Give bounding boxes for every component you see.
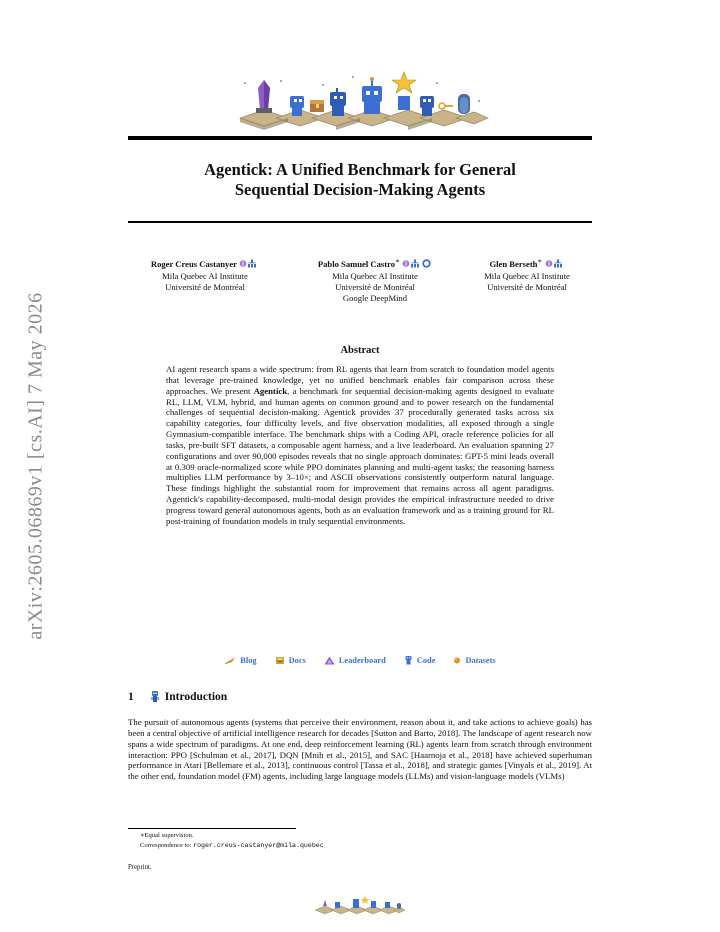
dataset-icon xyxy=(453,656,461,664)
author-icons xyxy=(545,259,565,271)
robot-icon xyxy=(420,96,434,116)
affiliation: Université de Montréal xyxy=(487,281,567,292)
datasets-link[interactable] xyxy=(453,655,495,665)
robot-icon xyxy=(150,690,160,703)
author-name: Pablo Samuel Castro xyxy=(317,258,396,269)
network-icon[interactable] xyxy=(248,259,256,267)
abstract-body xyxy=(166,364,554,527)
blog-link[interactable] xyxy=(224,655,256,665)
brain-icon[interactable] xyxy=(240,260,247,267)
author-name: Glen Berseth xyxy=(489,258,538,269)
affiliation: Google DeepMind xyxy=(342,292,408,303)
star-icon xyxy=(392,72,416,110)
brain-icon[interactable] xyxy=(403,260,410,267)
network-icon[interactable] xyxy=(554,259,562,267)
author-mark: ∗ xyxy=(537,257,543,265)
link-label: Leaderboard xyxy=(338,655,386,665)
footnote-correspondence xyxy=(140,841,324,851)
network-icon[interactable] xyxy=(411,259,419,267)
crystal-icon xyxy=(256,80,272,113)
abstract-heading: Abstract xyxy=(340,345,380,356)
link-label: Datasets xyxy=(465,655,496,665)
author-block xyxy=(462,256,592,293)
books-icon xyxy=(275,656,285,665)
footnote-label: Correspondence to: xyxy=(140,842,194,849)
author-block xyxy=(292,256,458,304)
footnote-rule xyxy=(128,828,296,829)
code-link[interactable] xyxy=(404,655,436,665)
title-rule-bottom xyxy=(128,221,592,223)
arxiv-stamp: arXiv:2605.06869v1 [cs.AI] 7 May 2026 xyxy=(24,292,47,640)
link-label: Blog xyxy=(240,655,257,665)
affiliation: Université de Montréal xyxy=(335,281,415,292)
title-rule-top xyxy=(128,136,592,140)
docs-link[interactable] xyxy=(275,655,306,665)
footnotes xyxy=(140,831,324,851)
robot-icon xyxy=(362,77,382,114)
author-mark: ∗ xyxy=(395,257,400,265)
resource-links xyxy=(200,655,520,665)
author-name: Roger Creus Castanyer xyxy=(150,258,237,269)
abstract-benchmark-name: Agentick xyxy=(253,385,288,396)
robot-icon xyxy=(290,96,304,116)
ring-icon[interactable] xyxy=(423,260,430,267)
leaderboard-link[interactable] xyxy=(324,655,386,665)
affiliation: Mila Quebec AI Institute xyxy=(484,270,570,281)
abstract-text: AI agent research spans a wide spectrum: from RL agents that learn from scratch to foundation model agents that leverage pre-trained knowledge, yet no unified benchmark enables fair comparison across these approaches. We present xyxy=(166,364,554,396)
introduction-body: The pursuit of autonomous agents (systems that perceive their environment, reason about it, and take actions to achieve goals) has been a central objective of artificial intelligence research for decades [Sutton and Barto, 2018]. The landscape of agent research now spans a wide spectrum of paradigms. At one end, deep reinforcement learning (RL) agents learn from scratch through environment interaction: PPO [Schulman et al., 2017], DQN [Mnih et al., 2015], and SAC [Haarnoja et al., 2018] have achieved superhuman performance in Atari [Bellemare et al., 2013], continuous control [Tassa et al., 2018], and strategic games [Vinyals et al., 2019]. At the other end, foundation model (FM) agents, including large language models (LLMs) and vision-language models (VLMs) xyxy=(128,717,592,782)
author-icons xyxy=(402,259,432,271)
affiliation: Mila Quebec AI Institute xyxy=(162,270,248,281)
quill-icon xyxy=(224,656,236,665)
paper-title xyxy=(128,160,592,200)
link-label: Docs xyxy=(288,655,306,665)
section-heading xyxy=(128,690,227,703)
brain-icon[interactable] xyxy=(545,260,552,267)
correspondence-email[interactable]: roger.creus-castanyer@mila.quebec xyxy=(193,842,324,849)
title-line: Sequential Decision-Making Agents xyxy=(234,180,486,199)
preprint-label: Preprint. xyxy=(128,864,152,871)
trophy-icon xyxy=(324,656,335,665)
header-illustration xyxy=(230,66,490,132)
treasure-chest-icon xyxy=(310,100,324,112)
affiliation: Université de Montréal xyxy=(165,281,245,292)
section-title: Introduction xyxy=(164,690,228,703)
robot-icon xyxy=(330,88,346,116)
footer-illustration xyxy=(313,894,407,918)
robot-icon xyxy=(404,655,413,665)
section-number: 1 xyxy=(128,690,134,703)
affiliation: Mila Quebec AI Institute xyxy=(332,270,418,281)
key-icon xyxy=(439,103,453,109)
link-label: Code xyxy=(416,655,436,665)
footnote-equal-supervision: ∗Equal supervision. xyxy=(140,832,194,839)
author-block xyxy=(130,256,280,293)
title-line: Agentick: A Unified Benchmark for General xyxy=(204,160,516,179)
door-icon xyxy=(458,94,470,114)
abstract-text: , a benchmark for sequential decision-making agents designed to evaluate RL, LLM, VLM, hybrid, and human agents on common ground and to power research on the fundamental challenges of sequential decision-making. Agentick provides 37 procedurally generated tasks across six capability categories, four difficulty levels, and five observation modalities, all exposed through a single Gymnasium-compatible interface. The benchmark ships with a Coding API, oracle reference policies for all tasks, pre-built SFT datasets, a composable agent harness, and a live leaderboard. An evaluation spanning 27 configurations and over 90,000 episodes reveals that no single approach dominates: GPT-5 mini leads overall at 0.309 oracle-normalized score while PPO dominates planning and multi-agent tasks; the reasoning harness multiplies LLM performance by 3–10×; and ASCII observations consistently outperform natural language. These findings highlight the substantial room for improvement that remains across all agent paradigms. Agentick's capability-decomposed, multi-modal design provides the empirical infrastructure needed to drive progress toward general autonomous agents, both as an evaluation framework and as a training ground for RL post-training of foundation models in truly sequential environments. xyxy=(166,385,554,526)
author-icons xyxy=(239,259,259,271)
